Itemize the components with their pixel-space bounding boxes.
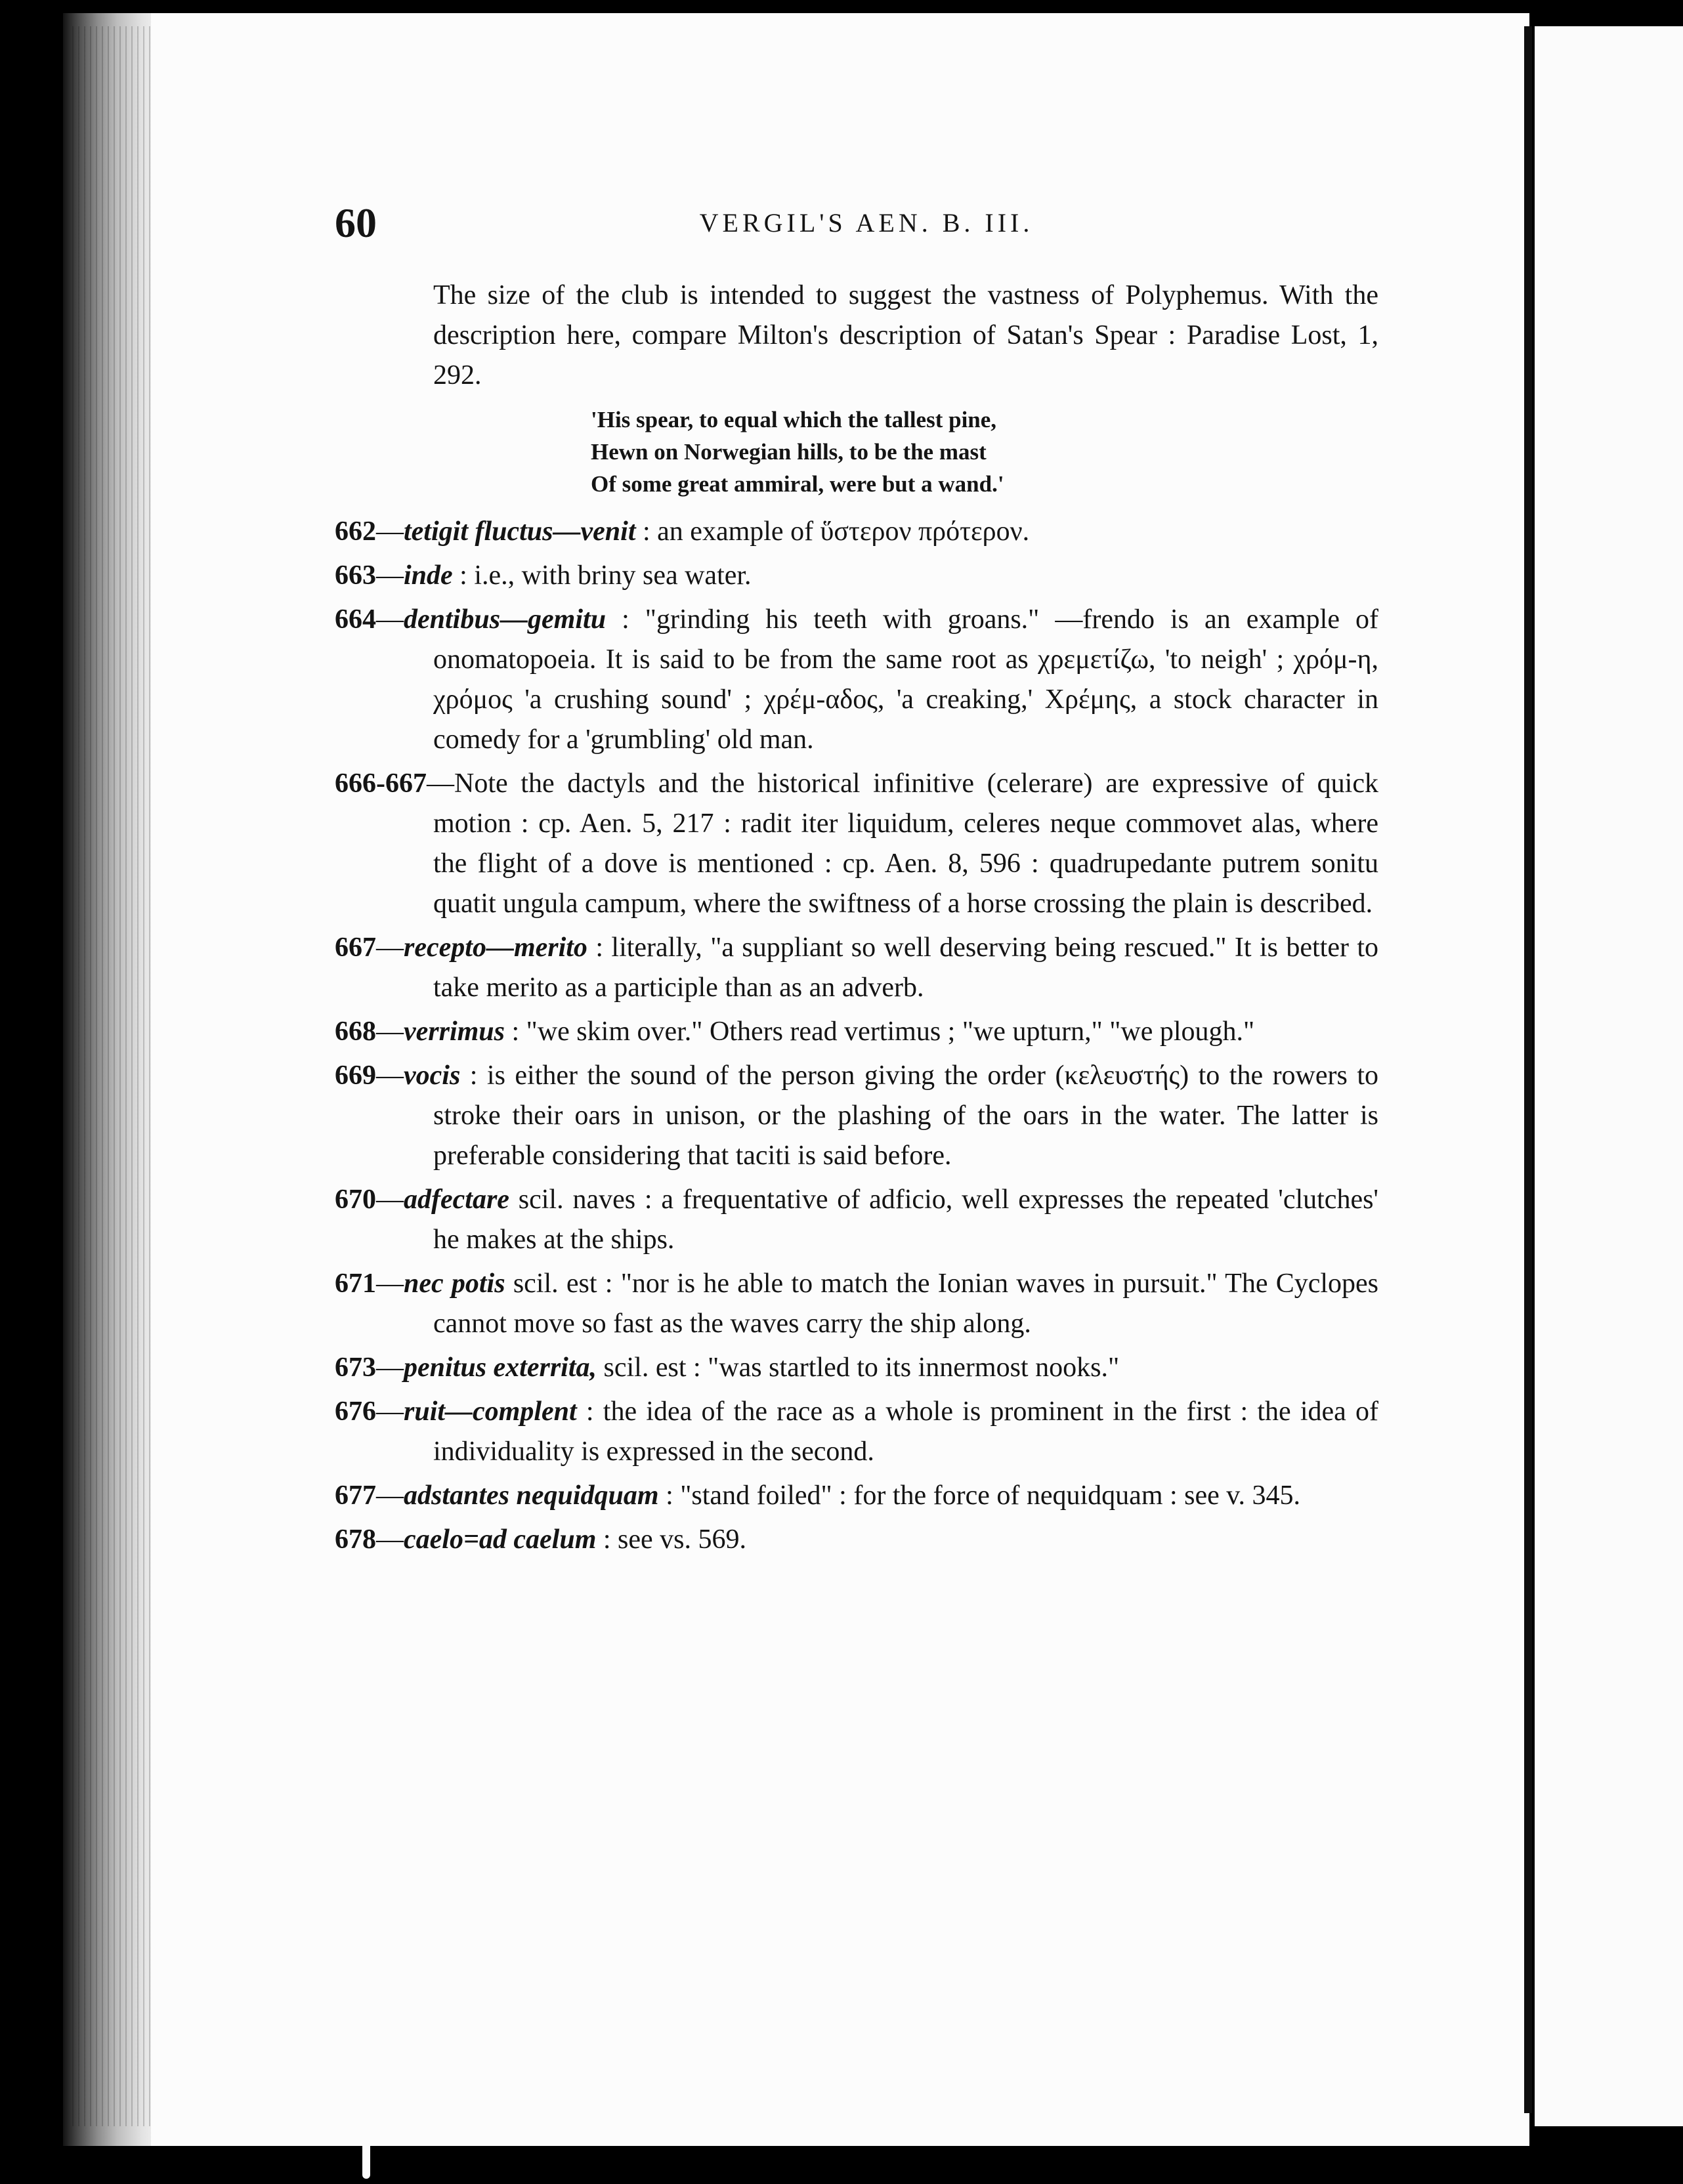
note-text: scil. est : "was startled to its innermost nooks." — [603, 1353, 1120, 1383]
note-text: scil. naves : a frequentative of adficio, well expresses the repeated 'clutches' he makes at the ships. — [433, 1185, 1378, 1255]
commentary-body — [335, 276, 1378, 1564]
note-text: : see vs. 569. — [603, 1524, 747, 1555]
note-entry: 676—ruit—complent : the idea of the race as a whole is prominent in the first : the idea of individuality is expressed in the second. — [335, 1396, 1379, 1467]
intro-paragraph: The size of the club is intended to suggest the vastness of Polyphemus. With the description here, compare Milton's description of Satan's Spear : Paradise Lost, 1, 292. — [433, 280, 1378, 390]
running-title: VERGIL'S AEN. B. III. — [699, 208, 1034, 238]
running-head — [335, 197, 1372, 249]
note-text: Note the dactyls and the historical infinitive (celerare) are expressive of quick motion : cp. Aen. 5, 217 : radit iter liquidum, celeres neque commovet alas, where the flight of a dove is mentioned : cp. Aen. 8, 596 : quadrupedante putrem sonitu quatit ungula campum, where the swiftness of a horse crossing the plain is described. — [433, 768, 1378, 919]
note-lemma: dentibus—gemitu — [404, 604, 607, 635]
note-entry: 678—caelo=ad caelum : see vs. 569. — [335, 1524, 747, 1555]
note-text: : the idea of the race as a whole is prominent in the first : the idea of individuality is expressed in the second. — [433, 1396, 1379, 1467]
page-edges — [72, 26, 151, 2126]
note-lemma: ruit—complent — [404, 1396, 577, 1427]
quote-line: Hewn on Norwegian hills, to be the mast — [591, 439, 987, 465]
note-lemma: caelo=ad caelum — [404, 1524, 597, 1555]
note-line-number: 677 — [335, 1480, 376, 1511]
quote-line: 'His spear, to equal which the tallest pine, — [591, 407, 997, 432]
note-text: : literally, "a suppliant so well deserving being rescued." It is better to take merito as a participle than as an adverb. — [433, 933, 1379, 1003]
note-line-number: 666-667 — [335, 768, 427, 799]
note-lemma: verrimus — [404, 1017, 505, 1047]
note-entry: 670—adfectare scil. naves : a frequentative of adficio, well expresses the repeated 'clutches' he makes at the ships. — [335, 1185, 1378, 1255]
note-line-number: 667 — [335, 933, 376, 963]
note-entry: 664—dentibus—gemitu : "grinding his teeth with groans." —frendo is an example of onomatopoeia. It is said to be from the same root as χρεμετίζω, 'to neigh' ; χρόμ-η, χρόμος 'a crushing sound' ; χρέμ-αδος, 'a creaking,' Χρέμης, a stock character in comedy for a 'grumbling' old man. — [335, 604, 1379, 755]
note-line-number: 671 — [335, 1269, 376, 1299]
quote-line: Of some great ammiral, were but a wand.' — [591, 471, 1004, 497]
note-lemma: recepto—merito — [404, 933, 587, 963]
note-entry: 669—vocis : is either the sound of the person giving the order (κελευστής) to the rowers to stroke their oars in unison, or the plashing of the oars in the water. The latter is preferable considering that taciti is said before. — [335, 1060, 1378, 1171]
note-entry: 671—nec potis scil. est : "nor is he able to match the Ionian waves in pursuit." The Cyclopes cannot move so fast as the waves carry the ship along. — [335, 1269, 1379, 1339]
note-lemma: adfectare — [404, 1185, 509, 1215]
note-line-number: 662 — [335, 516, 376, 547]
note-lemma: nec potis — [404, 1269, 505, 1299]
note-text: : "grinding his teeth with groans." —frendo is an example of onomatopoeia. It is said to be from the same root as χρεμετίζω, 'to neigh' ; χρόμ-η, χρόμος 'a crushing sound' ; χρέμ-αδος, 'a creaking,' Χρέμης, a stock character in comedy for a 'grumbling' old man. — [433, 604, 1379, 755]
note-text: : an example of ὕστερον πρότερον. — [643, 516, 1030, 547]
note-text: : "stand foiled" : for the force of nequidquam : see v. 345. — [666, 1480, 1301, 1511]
milton-quotation — [335, 404, 1378, 500]
note-entry: 667—recepto—merito : literally, "a suppliant so well deserving being rescued." It is better to take merito as a participle than as an adverb. — [335, 933, 1379, 1003]
note-lemma: penitus exterrita, — [404, 1353, 597, 1383]
note-line-number: 664 — [335, 604, 376, 635]
note-lemma: tetigit fluctus—venit — [404, 516, 636, 547]
note-entry: 666-667—Note the dactyls and the historical infinitive (celerare) are expressive of quick motion : cp. Aen. 5, 217 : radit iter liquidum, celeres neque commovet alas, where the flight of a dove is mentioned : cp. Aen. 8, 596 : quadrupedante putrem sonitu quatit ungula campum, where the swiftness of a horse crossing the plain is described. — [335, 768, 1378, 919]
note-line-number: 663 — [335, 560, 376, 591]
note-line-number: 669 — [335, 1060, 376, 1091]
scan-speck — [362, 2133, 370, 2179]
note-lemma: adstantes nequidquam — [404, 1480, 659, 1511]
gutter-shadow — [1524, 26, 1532, 2113]
note-lemma: inde — [404, 560, 453, 591]
note-text: : i.e., with briny sea water. — [459, 560, 752, 591]
note-entry: 668—verrimus : "we skim over." Others read vertimus ; "we upturn," "we plough." — [335, 1017, 1255, 1047]
page-number: 60 — [335, 200, 377, 246]
note-entry: 677—adstantes nequidquam : "stand foiled" : for the force of nequidquam : see v. 345. — [335, 1480, 1301, 1511]
note-lemma: vocis — [404, 1060, 461, 1091]
note-line-number: 676 — [335, 1396, 376, 1427]
note-line-number: 670 — [335, 1185, 376, 1215]
note-text: scil. est : "nor is he able to match the Ionian waves in pursuit." The Cyclopes cannot move so fast as the waves carry the ship along. — [433, 1269, 1379, 1339]
note-entry: 673—penitus exterrita, scil. est : "was startled to its innermost nooks." — [335, 1353, 1120, 1383]
note-line-number: 668 — [335, 1017, 376, 1047]
note-entry: 662—tetigit fluctus—venit : an example of ὕστερον πρότερον. — [335, 516, 1030, 547]
note-entry: 663—inde : i.e., with briny sea water. — [335, 560, 752, 591]
note-text: : "we skim over." Others read vertimus ; "we upturn," "we plough." — [511, 1017, 1255, 1047]
note-line-number: 678 — [335, 1524, 376, 1555]
note-line-number: 673 — [335, 1353, 376, 1383]
note-text: : is either the sound of the person giving the order (κελευστής) to the rowers to stroke their oars in unison, or the plashing of the oars in the water. The latter is preferable considering that taciti is said before. — [433, 1060, 1378, 1171]
facing-page-edge — [1535, 26, 1683, 2126]
